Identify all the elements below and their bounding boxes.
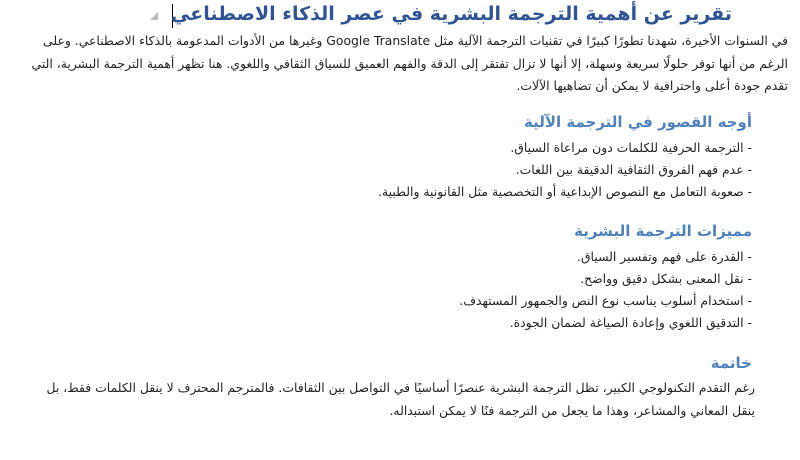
list-item[interactable]: - القدرة على فهم وتفسير السياق. bbox=[577, 249, 752, 264]
list-item[interactable]: - الترجمة الحرفية للكلمات دون مراعاة السياق. bbox=[510, 140, 752, 155]
heading-mt-shortcomings[interactable]: أوجه القصور في الترجمة الآلية bbox=[523, 113, 752, 131]
list-item[interactable]: - التدقيق اللغوي وإعادة الصياغة لضمان الجودة. bbox=[509, 315, 752, 330]
list-item[interactable]: - استخدام أسلوب يناسب نوع النص والجمهور المستهدف. bbox=[459, 293, 752, 308]
collapse-triangle-icon[interactable] bbox=[150, 12, 158, 20]
document-title[interactable]: تقرير عن أهمية الترجمة البشرية في عصر الذكاء الاصطناعي bbox=[171, 3, 732, 25]
heading-conclusion[interactable]: خاتمة bbox=[710, 354, 752, 372]
list-item[interactable]: - صعوبة التعامل مع النصوص الإبداعية أو التخصصية مثل القانونية والطبية. bbox=[378, 184, 752, 199]
list-item[interactable]: - نقل المعنى بشكل دقيق وواضح. bbox=[580, 271, 752, 286]
conclusion-paragraph[interactable]: رغم التقدم التكنولوجي الكبير، تظل الترجمة البشرية عنصرًا أساسيًا في التواصل بين الثقافات. فالمترجم المحترف لا ينقل الكلمات فقط، بل ينقل المعاني والمشاعر، وهذا ما يجعل من الترجمة فنًا لا يمكن استبداله. bbox=[46, 380, 755, 418]
intro-paragraph[interactable]: في السنوات الأخيرة، شهدنا تطورًا كبيرًا في تقنيات الترجمة الآلية مثل Google Translate وغيرها من الأدوات المدعومة بالذكاء الاصطناعي. وعلى الرغم من أنها توفر حلولًا سريعة وسهلة، إلا أنها لا تزال تفتقر إلى الدقة والفهم العميق للسياق الثقافي واللغوي. هنا تظهر أهمية الترجمة البشرية، التي تقدم جودة أعلى واحترافية لا يمكن أن تضاهيها الآلات. bbox=[31, 33, 788, 93]
list-item[interactable]: - عدم فهم الفروق الثقافية الدقيقة بين اللغات. bbox=[515, 162, 752, 177]
heading-human-advantages[interactable]: مميزات الترجمة البشرية bbox=[574, 222, 752, 240]
